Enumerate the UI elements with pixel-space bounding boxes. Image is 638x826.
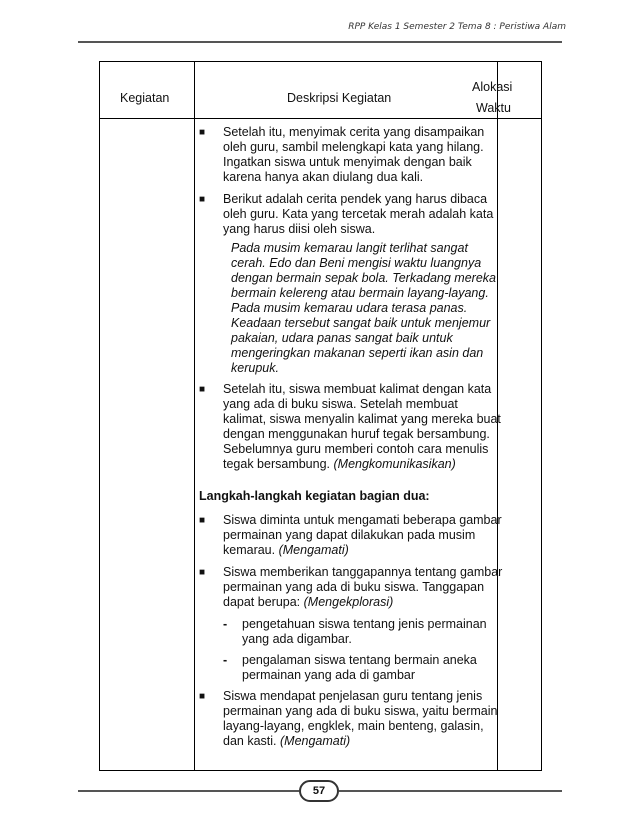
bullet-icon: ■ <box>199 567 206 578</box>
page-number: 57 <box>299 780 339 802</box>
section-title: Langkah-langkah kegiatan bagian dua: <box>199 489 430 503</box>
list-item <box>194 192 504 237</box>
item-text: Setelah itu, siswa membuat kalimat dengan kata yang ada di buku siswa. Setelah membuat kalimat, siswa menyalin kalimat yang mereka buat dengan menggunakan huruf tegak bersambung. Sebelumnya guru memberi contoh cara menulis tegak bersambung. <box>223 382 501 471</box>
story-passage: Pada musim kemarau langit terlihat sangat cerah. Edo dan Beni mengisi waktu luangnya dengan bermain sepak bola. Terkadang mereka bermain kelereng atau bermain layang-layang. Pada musim kemarau udara terasa panas. Keadaan tersebut sangat baik untuk menjemur pakaian, udara panas sangat baik untuk mengeringkan makanan seperti ikan asin dan kerupuk. <box>231 241 496 375</box>
header-deskripsi: Deskripsi Kegiatan <box>287 91 392 105</box>
header-row-divider <box>100 118 541 119</box>
header-alokasi: Alokasi <box>472 80 513 94</box>
sub-list-item <box>194 653 504 683</box>
item-text: Berikut adalah cerita pendek yang harus dibaca oleh guru. Kata yang tercetak merah adalah kata yang harus diisi oleh siswa. <box>223 192 494 236</box>
list-item <box>194 125 504 185</box>
running-header: RPP Kelas 1 Semester 2 Tema 8 : Peristiwa Alam <box>348 22 566 32</box>
bullet-icon: ■ <box>199 194 206 205</box>
item-text: Siswa memberikan tanggapannya tentang gambar permainan yang ada di buku siswa. Tanggapan dapat berupa: <box>223 565 503 609</box>
header-waktu: Waktu <box>476 101 511 115</box>
item-text: Siswa diminta untuk mengamati beberapa gambar permainan yang dapat dilakukan pada musim kemarau. <box>223 513 502 557</box>
footer-rule-left <box>78 790 299 792</box>
bullet-icon: ■ <box>199 127 206 138</box>
activity-tag: (Mengamati) <box>280 734 351 748</box>
sub-item-text: pengalaman siswa tentang bermain aneka permainan yang ada di gambar <box>242 653 477 682</box>
bullet-icon: ■ <box>199 515 206 526</box>
sub-item-text: pengetahuan siswa tentang jenis permainan yang ada digambar. <box>242 617 487 646</box>
item-text: Setelah itu, menyimak cerita yang disampaikan oleh guru, sambil melengkapi kata yang hilang. Ingatkan siswa untuk menyimak dengan baik karena hanya akan diulang dua kali. <box>223 125 485 184</box>
footer-rule-right <box>339 790 562 792</box>
bullet-icon: ■ <box>199 384 206 395</box>
header-kegiatan: Kegiatan <box>120 91 170 105</box>
list-item <box>194 689 504 749</box>
sub-list-item <box>194 617 504 647</box>
activity-table <box>99 61 542 771</box>
dash-icon: - <box>223 653 228 667</box>
activity-tag: (Mengekplorasi) <box>303 595 394 609</box>
dash-icon: - <box>223 617 228 631</box>
list-item <box>194 382 504 472</box>
activity-tag: (Mengamati) <box>278 543 349 557</box>
list-item <box>194 513 504 558</box>
description-cell <box>194 125 504 756</box>
item-text: Siswa mendapat penjelasan guru tentang jenis permainan yang ada di buku siswa, yaitu bermain layang-layang, engklek, main benteng, galasin, dan kasti. <box>223 689 498 748</box>
list-item <box>194 565 504 610</box>
header-rule <box>78 41 562 43</box>
bullet-icon: ■ <box>199 691 206 702</box>
activity-tag: (Mengkomunikasikan) <box>333 457 456 471</box>
